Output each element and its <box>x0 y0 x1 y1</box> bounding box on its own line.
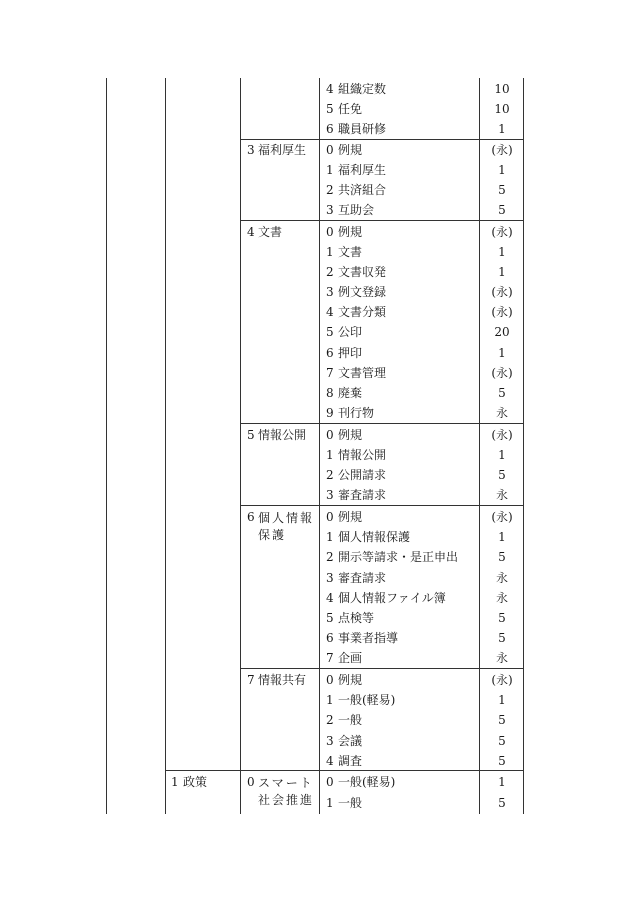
item-code: 5 <box>326 102 334 116</box>
retention-period: (永) <box>491 510 513 524</box>
retention-period: 1 <box>498 448 506 462</box>
item-code: 5 <box>326 611 334 625</box>
item-name: 押印 <box>338 346 363 360</box>
group-name: 個人情報保護 <box>258 511 315 542</box>
group-code: 5 <box>247 428 255 442</box>
item-name: 例規 <box>338 143 363 157</box>
item-name: 文書 <box>338 245 363 259</box>
item-name: 一般(軽易) <box>338 693 396 707</box>
item-name: 事業者指導 <box>338 631 399 645</box>
retention-period: 5 <box>498 183 506 197</box>
item-code: 3 <box>326 488 334 502</box>
item-name: 公印 <box>338 325 363 339</box>
retention-period: 5 <box>498 631 506 645</box>
item-code: 1 <box>326 530 334 544</box>
item-name: 例規 <box>338 673 363 687</box>
item-code: 0 <box>326 673 334 687</box>
item-code: 0 <box>326 143 334 157</box>
item-code: 4 <box>326 754 334 768</box>
retention-period: 1 <box>498 122 506 136</box>
group-code: 0 <box>247 775 255 789</box>
retention-period: 5 <box>498 550 506 564</box>
item-code: 9 <box>326 406 334 420</box>
group-name: 情報共有 <box>258 673 307 687</box>
item-name: 廃棄 <box>338 386 363 400</box>
section-code: 1 <box>171 775 179 789</box>
item-code: 1 <box>326 245 334 259</box>
item-name: 福利厚生 <box>338 163 387 177</box>
item-code: 0 <box>326 428 334 442</box>
item-name: 個人情報ファイル簿 <box>338 591 446 605</box>
item-name: 開示等請求・是正申出 <box>338 550 459 564</box>
item-name: 審査請求 <box>338 488 387 502</box>
group-code: 6 <box>247 510 255 524</box>
item-name: 共済組合 <box>338 183 387 197</box>
group-name: 福利厚生 <box>258 143 307 157</box>
group-name: 文書 <box>258 225 283 239</box>
retention-period: 1 <box>498 530 506 544</box>
item-code: 6 <box>326 631 334 645</box>
item-name: 組織定数 <box>338 82 387 96</box>
retention-period: 5 <box>498 611 506 625</box>
item-code: 7 <box>326 651 334 665</box>
item-name: 審査請求 <box>338 571 387 585</box>
retention-period: 1 <box>498 245 506 259</box>
item-code: 3 <box>326 571 334 585</box>
group-code: 4 <box>247 225 255 239</box>
retention-period: 5 <box>498 386 506 400</box>
retention-period: 永 <box>495 571 508 585</box>
item-name: 会議 <box>338 734 363 748</box>
retention-period: 1 <box>498 346 506 360</box>
retention-period: 5 <box>498 754 506 768</box>
item-code: 3 <box>326 203 334 217</box>
item-code: 2 <box>326 468 334 482</box>
item-code: 2 <box>326 550 334 564</box>
item-name: 一般(軽易) <box>338 775 396 789</box>
item-name: 一般 <box>338 796 363 810</box>
item-code: 0 <box>326 775 334 789</box>
group-name: 情報公開 <box>258 428 307 442</box>
retention-period: 5 <box>498 796 506 810</box>
item-code: 8 <box>326 386 334 400</box>
group-code: 3 <box>247 143 255 157</box>
item-name: 文書分類 <box>338 305 387 319</box>
item-code: 2 <box>326 265 334 279</box>
item-name: 職員研修 <box>338 122 387 136</box>
section-name: 政策 <box>183 775 208 789</box>
item-name: 刊行物 <box>338 406 375 420</box>
item-name: 任免 <box>338 102 363 116</box>
item-name: 文書収発 <box>338 265 387 279</box>
retention-period: 1 <box>498 265 506 279</box>
retention-period: (永) <box>491 143 513 157</box>
retention-period: (永) <box>491 305 513 319</box>
item-code: 0 <box>326 225 334 239</box>
item-code: 4 <box>326 305 334 319</box>
item-name: 文書管理 <box>338 366 387 380</box>
retention-period: 20 <box>494 325 510 339</box>
retention-period: 5 <box>498 734 506 748</box>
retention-period: 5 <box>498 203 506 217</box>
retention-period: 永 <box>495 651 508 665</box>
item-name: 調査 <box>338 754 363 768</box>
item-name: 企画 <box>338 651 363 665</box>
retention-period: 5 <box>498 713 506 727</box>
item-code: 2 <box>326 713 334 727</box>
item-name: 例規 <box>338 428 363 442</box>
item-name: 互助会 <box>338 203 375 217</box>
item-code: 4 <box>326 82 334 96</box>
item-name: 情報公開 <box>338 448 387 462</box>
group-name: スマート社会推進 <box>258 776 315 807</box>
item-name: 一般 <box>338 713 363 727</box>
retention-period: (永) <box>491 428 513 442</box>
item-code: 1 <box>326 448 334 462</box>
item-code: 6 <box>326 122 334 136</box>
item-code: 3 <box>326 285 334 299</box>
retention-period: 永 <box>495 591 508 605</box>
retention-period: (永) <box>491 673 513 687</box>
item-name: 個人情報保護 <box>338 530 411 544</box>
item-code: 1 <box>326 796 334 810</box>
item-name: 公開請求 <box>338 468 387 482</box>
retention-period: 1 <box>498 693 506 707</box>
retention-period: 永 <box>495 406 508 420</box>
retention-period: (永) <box>491 285 513 299</box>
retention-period: (永) <box>491 366 513 380</box>
item-code: 7 <box>326 366 334 380</box>
retention-period: 10 <box>494 102 510 116</box>
item-code: 6 <box>326 346 334 360</box>
retention-period: 10 <box>494 82 510 96</box>
retention-period: 5 <box>498 468 506 482</box>
retention-period: (永) <box>491 225 513 239</box>
retention-period: 永 <box>495 488 508 502</box>
item-name: 点検等 <box>338 611 375 625</box>
item-name: 例文登録 <box>338 285 387 299</box>
item-code: 3 <box>326 734 334 748</box>
retention-period: 1 <box>498 775 506 789</box>
item-code: 1 <box>326 163 334 177</box>
item-code: 1 <box>326 693 334 707</box>
item-code: 0 <box>326 510 334 524</box>
item-name: 例規 <box>338 510 363 524</box>
item-name: 例規 <box>338 225 363 239</box>
group-code: 7 <box>247 673 255 687</box>
item-code: 5 <box>326 325 334 339</box>
item-code: 4 <box>326 591 334 605</box>
item-code: 2 <box>326 183 334 197</box>
retention-period: 1 <box>498 163 506 177</box>
